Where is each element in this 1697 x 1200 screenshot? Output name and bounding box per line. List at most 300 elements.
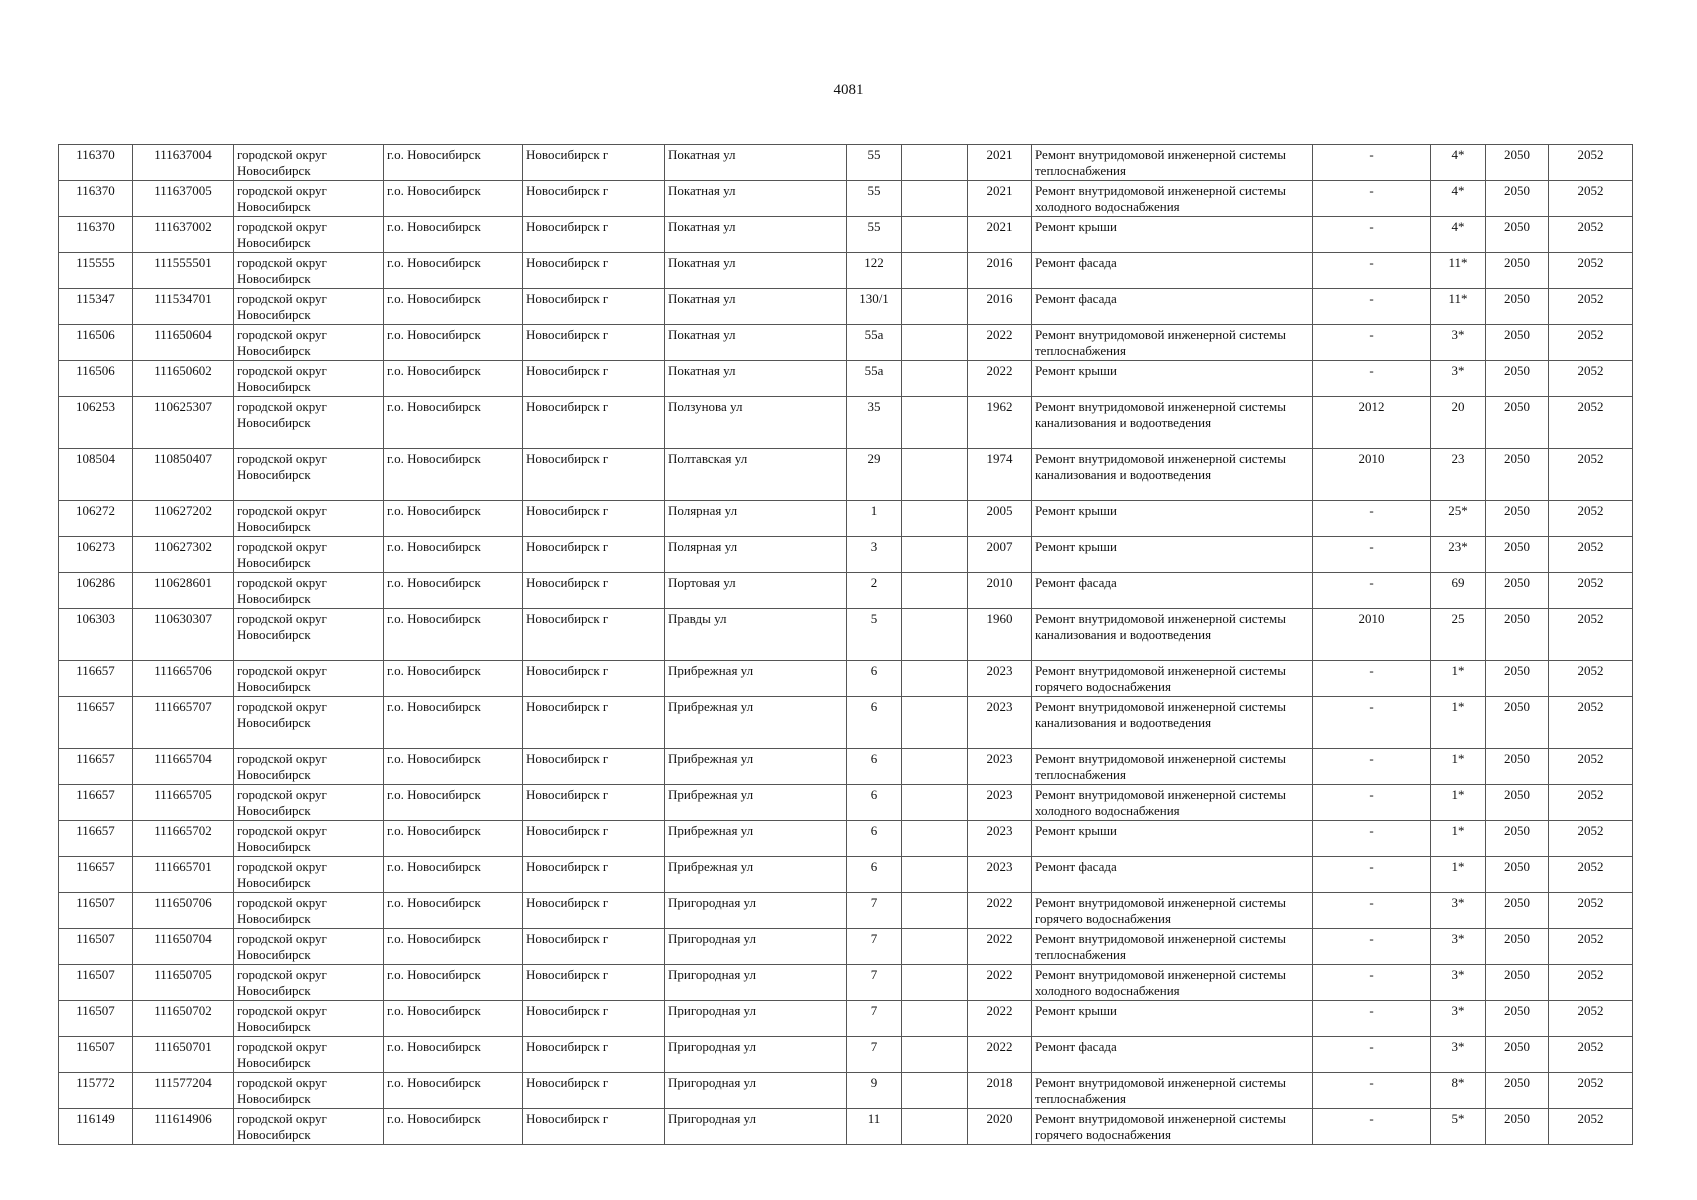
street-cell: Покатная ул	[665, 361, 847, 397]
street-cell: Покатная ул	[665, 325, 847, 361]
house-number-cell: 1	[847, 501, 902, 537]
house-number-cell: 6	[847, 821, 902, 857]
house-number-cell: 55	[847, 217, 902, 253]
house-number-cell: 55а	[847, 325, 902, 361]
house-id-cell: 116657	[59, 821, 133, 857]
municipality-cell: городской округ Новосибирск	[234, 361, 384, 397]
table-row	[59, 661, 1633, 697]
house-id-cell: 116507	[59, 1037, 133, 1073]
municipality-cell: городской округ Новосибирск	[234, 785, 384, 821]
house-number-cell: 7	[847, 893, 902, 929]
district-cell: г.о. Новосибирск	[384, 325, 523, 361]
district-cell: г.о. Новосибирск	[384, 217, 523, 253]
wear-cell: 1*	[1431, 821, 1486, 857]
record-code-cell: 111650706	[133, 893, 234, 929]
building-cell	[902, 661, 968, 697]
table-row	[59, 965, 1633, 1001]
house-id-cell: 115772	[59, 1073, 133, 1109]
plan-end-cell: 2052	[1549, 289, 1633, 325]
settlement-cell: Новосибирск г	[523, 537, 665, 573]
district-cell: г.о. Новосибирск	[384, 537, 523, 573]
year-cell: 2023	[968, 661, 1032, 697]
last-repair-year-cell: -	[1313, 537, 1431, 573]
street-cell: Пригородная ул	[665, 1037, 847, 1073]
work-type-cell: Ремонт внутридомовой инженерной системы канализования и водоотведения	[1032, 449, 1313, 501]
district-cell: г.о. Новосибирск	[384, 821, 523, 857]
table-row	[59, 361, 1633, 397]
street-cell: Прибрежная ул	[665, 697, 847, 749]
record-code-cell: 111637005	[133, 181, 234, 217]
last-repair-year-cell: -	[1313, 289, 1431, 325]
building-cell	[902, 289, 968, 325]
municipality-cell: городской округ Новосибирск	[234, 965, 384, 1001]
district-cell: г.о. Новосибирск	[384, 181, 523, 217]
plan-end-cell: 2052	[1549, 1109, 1633, 1145]
work-type-cell: Ремонт фасада	[1032, 573, 1313, 609]
record-code-cell: 110625307	[133, 397, 234, 449]
house-id-cell: 106273	[59, 537, 133, 573]
table-row	[59, 929, 1633, 965]
building-cell	[902, 697, 968, 749]
house-id-cell: 116507	[59, 1001, 133, 1037]
district-cell: г.о. Новосибирск	[384, 609, 523, 661]
year-cell: 2023	[968, 785, 1032, 821]
record-code-cell: 111650701	[133, 1037, 234, 1073]
plan-end-cell: 2052	[1549, 857, 1633, 893]
settlement-cell: Новосибирск г	[523, 929, 665, 965]
settlement-cell: Новосибирск г	[523, 893, 665, 929]
district-cell: г.о. Новосибирск	[384, 749, 523, 785]
settlement-cell: Новосибирск г	[523, 1037, 665, 1073]
building-cell	[902, 449, 968, 501]
municipality-cell: городской округ Новосибирск	[234, 217, 384, 253]
district-cell: г.о. Новосибирск	[384, 1001, 523, 1037]
building-cell	[902, 893, 968, 929]
house-id-cell: 116506	[59, 325, 133, 361]
house-number-cell: 11	[847, 1109, 902, 1145]
plan-end-cell: 2052	[1549, 965, 1633, 1001]
table-row	[59, 1001, 1633, 1037]
plan-start-cell: 2050	[1486, 573, 1549, 609]
house-id-cell: 106286	[59, 573, 133, 609]
year-cell: 2022	[968, 1037, 1032, 1073]
building-cell	[902, 537, 968, 573]
plan-end-cell: 2052	[1549, 821, 1633, 857]
building-cell	[902, 573, 968, 609]
house-number-cell: 7	[847, 965, 902, 1001]
house-number-cell: 55	[847, 145, 902, 181]
work-type-cell: Ремонт крыши	[1032, 501, 1313, 537]
municipality-cell: городской округ Новосибирск	[234, 1037, 384, 1073]
building-cell	[902, 325, 968, 361]
plan-end-cell: 2052	[1549, 325, 1633, 361]
record-code-cell: 111650704	[133, 929, 234, 965]
district-cell: г.о. Новосибирск	[384, 1073, 523, 1109]
table-row	[59, 893, 1633, 929]
table-row	[59, 1037, 1633, 1073]
table-row	[59, 785, 1633, 821]
house-number-cell: 7	[847, 1037, 902, 1073]
record-code-cell: 111665702	[133, 821, 234, 857]
wear-cell: 23*	[1431, 537, 1486, 573]
wear-cell: 8*	[1431, 1073, 1486, 1109]
municipality-cell: городской округ Новосибирск	[234, 661, 384, 697]
table-row	[59, 289, 1633, 325]
plan-end-cell: 2052	[1549, 1073, 1633, 1109]
last-repair-year-cell: -	[1313, 217, 1431, 253]
wear-cell: 11*	[1431, 253, 1486, 289]
district-cell: г.о. Новосибирск	[384, 929, 523, 965]
district-cell: г.о. Новосибирск	[384, 253, 523, 289]
plan-end-cell: 2052	[1549, 1037, 1633, 1073]
wear-cell: 3*	[1431, 893, 1486, 929]
street-cell: Покатная ул	[665, 217, 847, 253]
year-cell: 2021	[968, 181, 1032, 217]
table-row	[59, 857, 1633, 893]
plan-end-cell: 2052	[1549, 893, 1633, 929]
work-type-cell: Ремонт внутридомовой инженерной системы теплоснабжения	[1032, 1073, 1313, 1109]
last-repair-year-cell: -	[1313, 145, 1431, 181]
last-repair-year-cell: -	[1313, 857, 1431, 893]
municipality-cell: городской округ Новосибирск	[234, 749, 384, 785]
house-number-cell: 122	[847, 253, 902, 289]
house-number-cell: 35	[847, 397, 902, 449]
record-code-cell: 111534701	[133, 289, 234, 325]
street-cell: Прибрежная ул	[665, 749, 847, 785]
house-number-cell: 29	[847, 449, 902, 501]
last-repair-year-cell: -	[1313, 1001, 1431, 1037]
district-cell: г.о. Новосибирск	[384, 289, 523, 325]
street-cell: Покатная ул	[665, 289, 847, 325]
house-number-cell: 130/1	[847, 289, 902, 325]
table-row	[59, 325, 1633, 361]
settlement-cell: Новосибирск г	[523, 821, 665, 857]
year-cell: 2023	[968, 857, 1032, 893]
year-cell: 1960	[968, 609, 1032, 661]
table-row	[59, 253, 1633, 289]
plan-start-cell: 2050	[1486, 289, 1549, 325]
plan-start-cell: 2050	[1486, 857, 1549, 893]
work-type-cell: Ремонт фасада	[1032, 253, 1313, 289]
municipality-cell: городской округ Новосибирск	[234, 1073, 384, 1109]
building-cell	[902, 749, 968, 785]
table-row	[59, 697, 1633, 749]
house-id-cell: 116507	[59, 893, 133, 929]
plan-start-cell: 2050	[1486, 609, 1549, 661]
district-cell: г.о. Новосибирск	[384, 573, 523, 609]
building-cell	[902, 145, 968, 181]
house-id-cell: 116370	[59, 181, 133, 217]
year-cell: 2022	[968, 325, 1032, 361]
wear-cell: 25	[1431, 609, 1486, 661]
district-cell: г.о. Новосибирск	[384, 697, 523, 749]
settlement-cell: Новосибирск г	[523, 325, 665, 361]
street-cell: Покатная ул	[665, 253, 847, 289]
table-row	[59, 501, 1633, 537]
street-cell: Портовая ул	[665, 573, 847, 609]
settlement-cell: Новосибирск г	[523, 145, 665, 181]
last-repair-year-cell: -	[1313, 965, 1431, 1001]
house-number-cell: 6	[847, 785, 902, 821]
year-cell: 2023	[968, 821, 1032, 857]
building-cell	[902, 501, 968, 537]
record-code-cell: 111665701	[133, 857, 234, 893]
table-row	[59, 749, 1633, 785]
record-code-cell: 110627302	[133, 537, 234, 573]
street-cell: Пригородная ул	[665, 1109, 847, 1145]
plan-end-cell: 2052	[1549, 609, 1633, 661]
wear-cell: 20	[1431, 397, 1486, 449]
plan-start-cell: 2050	[1486, 181, 1549, 217]
street-cell: Прибрежная ул	[665, 661, 847, 697]
municipality-cell: городской округ Новосибирск	[234, 697, 384, 749]
wear-cell: 69	[1431, 573, 1486, 609]
settlement-cell: Новосибирск г	[523, 449, 665, 501]
record-code-cell: 111665706	[133, 661, 234, 697]
work-type-cell: Ремонт крыши	[1032, 1001, 1313, 1037]
plan-end-cell: 2052	[1549, 397, 1633, 449]
record-code-cell: 111665705	[133, 785, 234, 821]
plan-end-cell: 2052	[1549, 749, 1633, 785]
plan-end-cell: 2052	[1549, 573, 1633, 609]
last-repair-year-cell: -	[1313, 749, 1431, 785]
house-id-cell: 116370	[59, 217, 133, 253]
plan-end-cell: 2052	[1549, 929, 1633, 965]
record-code-cell: 110630307	[133, 609, 234, 661]
last-repair-year-cell: -	[1313, 1073, 1431, 1109]
plan-start-cell: 2050	[1486, 697, 1549, 749]
house-id-cell: 116657	[59, 785, 133, 821]
work-type-cell: Ремонт крыши	[1032, 537, 1313, 573]
table-row	[59, 1073, 1633, 1109]
work-type-cell: Ремонт внутридомовой инженерной системы теплоснабжения	[1032, 749, 1313, 785]
district-cell: г.о. Новосибирск	[384, 965, 523, 1001]
year-cell: 2023	[968, 697, 1032, 749]
settlement-cell: Новосибирск г	[523, 573, 665, 609]
plan-start-cell: 2050	[1486, 397, 1549, 449]
building-cell	[902, 217, 968, 253]
year-cell: 1974	[968, 449, 1032, 501]
municipality-cell: городской округ Новосибирск	[234, 289, 384, 325]
wear-cell: 3*	[1431, 965, 1486, 1001]
plan-end-cell: 2052	[1549, 697, 1633, 749]
building-cell	[902, 609, 968, 661]
house-id-cell: 115555	[59, 253, 133, 289]
last-repair-year-cell: -	[1313, 361, 1431, 397]
record-code-cell: 111665707	[133, 697, 234, 749]
table-row	[59, 145, 1633, 181]
house-id-cell: 106303	[59, 609, 133, 661]
plan-end-cell: 2052	[1549, 785, 1633, 821]
wear-cell: 1*	[1431, 857, 1486, 893]
wear-cell: 1*	[1431, 785, 1486, 821]
district-cell: г.о. Новосибирск	[384, 785, 523, 821]
house-number-cell: 7	[847, 1001, 902, 1037]
municipality-cell: городской округ Новосибирск	[234, 325, 384, 361]
plan-start-cell: 2050	[1486, 361, 1549, 397]
work-type-cell: Ремонт внутридомовой инженерной системы холодного водоснабжения	[1032, 181, 1313, 217]
house-id-cell: 116370	[59, 145, 133, 181]
plan-end-cell: 2052	[1549, 661, 1633, 697]
table-row	[59, 1109, 1633, 1145]
wear-cell: 4*	[1431, 181, 1486, 217]
plan-start-cell: 2050	[1486, 661, 1549, 697]
work-type-cell: Ремонт внутридомовой инженерной системы горячего водоснабжения	[1032, 1109, 1313, 1145]
municipality-cell: городской округ Новосибирск	[234, 537, 384, 573]
plan-end-cell: 2052	[1549, 449, 1633, 501]
plan-end-cell: 2052	[1549, 1001, 1633, 1037]
table-row	[59, 397, 1633, 449]
work-type-cell: Ремонт внутридомовой инженерной системы холодного водоснабжения	[1032, 785, 1313, 821]
record-code-cell: 110627202	[133, 501, 234, 537]
plan-start-cell: 2050	[1486, 965, 1549, 1001]
record-code-cell: 110628601	[133, 573, 234, 609]
plan-start-cell: 2050	[1486, 749, 1549, 785]
record-code-cell: 111637002	[133, 217, 234, 253]
record-code-cell: 110850407	[133, 449, 234, 501]
house-id-cell: 116657	[59, 857, 133, 893]
last-repair-year-cell: -	[1313, 821, 1431, 857]
last-repair-year-cell: 2012	[1313, 397, 1431, 449]
street-cell: Покатная ул	[665, 181, 847, 217]
district-cell: г.о. Новосибирск	[384, 1037, 523, 1073]
municipality-cell: городской округ Новосибирск	[234, 609, 384, 661]
year-cell: 1962	[968, 397, 1032, 449]
house-id-cell: 116657	[59, 661, 133, 697]
table-body	[59, 145, 1633, 1145]
building-cell	[902, 857, 968, 893]
plan-start-cell: 2050	[1486, 217, 1549, 253]
record-code-cell: 111650604	[133, 325, 234, 361]
house-id-cell: 116657	[59, 697, 133, 749]
wear-cell: 5*	[1431, 1109, 1486, 1145]
settlement-cell: Новосибирск г	[523, 501, 665, 537]
street-cell: Покатная ул	[665, 145, 847, 181]
plan-end-cell: 2052	[1549, 253, 1633, 289]
municipality-cell: городской округ Новосибирск	[234, 501, 384, 537]
record-code-cell: 111577204	[133, 1073, 234, 1109]
district-cell: г.о. Новосибирск	[384, 361, 523, 397]
year-cell: 2021	[968, 145, 1032, 181]
house-number-cell: 3	[847, 537, 902, 573]
street-cell: Прибрежная ул	[665, 821, 847, 857]
last-repair-year-cell: -	[1313, 1109, 1431, 1145]
year-cell: 2021	[968, 217, 1032, 253]
settlement-cell: Новосибирск г	[523, 1001, 665, 1037]
settlement-cell: Новосибирск г	[523, 361, 665, 397]
house-id-cell: 116657	[59, 749, 133, 785]
municipality-cell: городской округ Новосибирск	[234, 145, 384, 181]
building-cell	[902, 361, 968, 397]
street-cell: Правды ул	[665, 609, 847, 661]
wear-cell: 4*	[1431, 217, 1486, 253]
plan-end-cell: 2052	[1549, 537, 1633, 573]
work-type-cell: Ремонт фасада	[1032, 1037, 1313, 1073]
plan-start-cell: 2050	[1486, 821, 1549, 857]
year-cell: 2007	[968, 537, 1032, 573]
house-number-cell: 6	[847, 749, 902, 785]
municipality-cell: городской округ Новосибирск	[234, 181, 384, 217]
plan-start-cell: 2050	[1486, 893, 1549, 929]
street-cell: Пригородная ул	[665, 1001, 847, 1037]
building-cell	[902, 1073, 968, 1109]
year-cell: 2016	[968, 289, 1032, 325]
settlement-cell: Новосибирск г	[523, 181, 665, 217]
settlement-cell: Новосибирск г	[523, 697, 665, 749]
last-repair-year-cell: -	[1313, 501, 1431, 537]
last-repair-year-cell: -	[1313, 325, 1431, 361]
house-number-cell: 6	[847, 661, 902, 697]
settlement-cell: Новосибирск г	[523, 749, 665, 785]
street-cell: Прибрежная ул	[665, 857, 847, 893]
last-repair-year-cell: -	[1313, 253, 1431, 289]
plan-end-cell: 2052	[1549, 361, 1633, 397]
year-cell: 2023	[968, 749, 1032, 785]
settlement-cell: Новосибирск г	[523, 253, 665, 289]
house-id-cell: 106253	[59, 397, 133, 449]
house-id-cell: 115347	[59, 289, 133, 325]
plan-start-cell: 2050	[1486, 1073, 1549, 1109]
settlement-cell: Новосибирск г	[523, 1073, 665, 1109]
settlement-cell: Новосибирск г	[523, 609, 665, 661]
last-repair-year-cell: -	[1313, 785, 1431, 821]
plan-end-cell: 2052	[1549, 501, 1633, 537]
wear-cell: 4*	[1431, 145, 1486, 181]
house-number-cell: 55	[847, 181, 902, 217]
record-code-cell: 111650602	[133, 361, 234, 397]
street-cell: Прибрежная ул	[665, 785, 847, 821]
street-cell: Полтавская ул	[665, 449, 847, 501]
municipality-cell: городской округ Новосибирск	[234, 1001, 384, 1037]
plan-end-cell: 2052	[1549, 145, 1633, 181]
last-repair-year-cell: -	[1313, 929, 1431, 965]
district-cell: г.о. Новосибирск	[384, 397, 523, 449]
record-code-cell: 111614906	[133, 1109, 234, 1145]
work-type-cell: Ремонт крыши	[1032, 821, 1313, 857]
year-cell: 2005	[968, 501, 1032, 537]
last-repair-year-cell: -	[1313, 573, 1431, 609]
building-cell	[902, 1001, 968, 1037]
building-cell	[902, 821, 968, 857]
street-cell: Ползунова ул	[665, 397, 847, 449]
plan-end-cell: 2052	[1549, 217, 1633, 253]
building-cell	[902, 397, 968, 449]
house-number-cell: 2	[847, 573, 902, 609]
work-type-cell: Ремонт внутридомовой инженерной системы горячего водоснабжения	[1032, 661, 1313, 697]
record-code-cell: 111650702	[133, 1001, 234, 1037]
house-id-cell: 116506	[59, 361, 133, 397]
last-repair-year-cell: -	[1313, 181, 1431, 217]
plan-start-cell: 2050	[1486, 501, 1549, 537]
work-type-cell: Ремонт внутридомовой инженерной системы горячего водоснабжения	[1032, 893, 1313, 929]
plan-start-cell: 2050	[1486, 1001, 1549, 1037]
table-row	[59, 573, 1633, 609]
house-number-cell: 6	[847, 697, 902, 749]
settlement-cell: Новосибирск г	[523, 289, 665, 325]
house-id-cell: 116507	[59, 965, 133, 1001]
work-type-cell: Ремонт фасада	[1032, 289, 1313, 325]
building-cell	[902, 253, 968, 289]
plan-start-cell: 2050	[1486, 1037, 1549, 1073]
wear-cell: 1*	[1431, 661, 1486, 697]
work-type-cell: Ремонт внутридомовой инженерной системы холодного водоснабжения	[1032, 965, 1313, 1001]
last-repair-year-cell: -	[1313, 893, 1431, 929]
record-code-cell: 111665704	[133, 749, 234, 785]
house-id-cell: 106272	[59, 501, 133, 537]
wear-cell: 11*	[1431, 289, 1486, 325]
wear-cell: 1*	[1431, 749, 1486, 785]
wear-cell: 25*	[1431, 501, 1486, 537]
